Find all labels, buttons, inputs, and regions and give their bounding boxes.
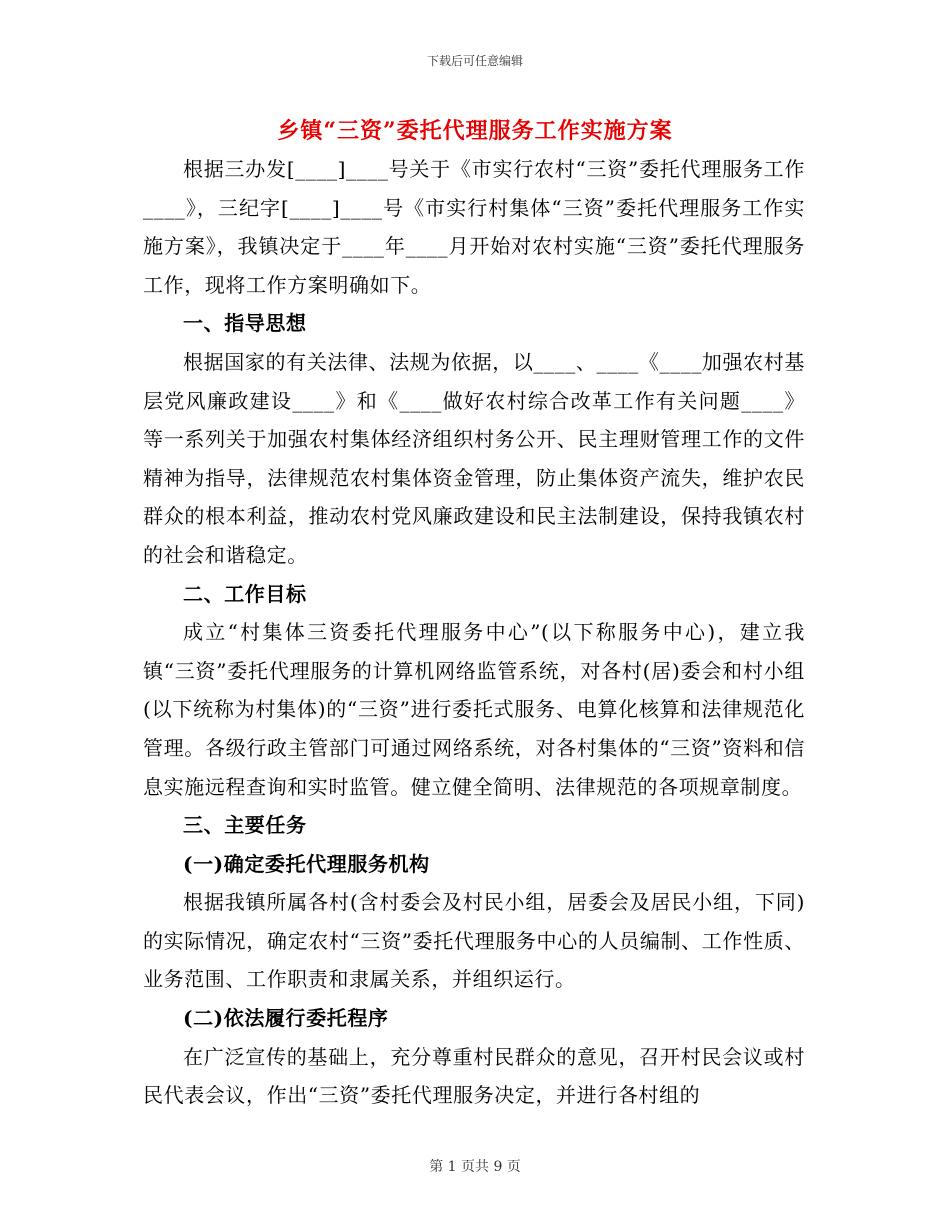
- guiding-ideology-paragraph: 根据国家的有关法律、法规为依据，以____、____《____加强农村基层党风廉政建设____》和《____做好农村综合改革工作有关问题____》等一系列关于加强农村集体经济组织村务公开、民主理财管理工作的文件精神为指导，法律规范农村集体资金管理，防止集体资产流失，维护农民群众的根本利益，推动农村党风廉政建设和民主法制建设，保持我镇农村的社会和谐稳定。: [143, 349, 805, 567]
- document-title: 乡镇“三资”委托代理服务工作实施方案: [277, 118, 673, 144]
- page-footer: 第 1 页共 9 页: [429, 1159, 521, 1175]
- page-header: 下载后可任意编辑: [426, 54, 523, 68]
- intro-paragraph: 根据三办发[____]____号关于《市实行农村“三资”委托代理服务工作____》，三纪字[____]____号《市实行村集体“三资”委托代理服务工作实施方案》，我镇决定于____年____月开始对农村实施“三资”委托代理服务工作，现将工作方案明确如下。: [143, 157, 805, 297]
- service-agency-paragraph: 根据我镇所属各村(含村委会及村民小组，居委会及居民小组，下同)的实际情况，确定农村“三资”委托代理服务中心的人员编制、工作性质、业务范围、工作职责和隶属关系，并组织运行。: [143, 890, 805, 992]
- section-heading-main-tasks: 三、主要任务: [183, 813, 307, 838]
- entrust-procedure-paragraph: 在广泛宣传的基础上，充分尊重村民群众的意见，召开村民会议或村民代表会议，作出“三资”委托代理服务决定，并进行各村组的: [143, 1044, 805, 1108]
- subsection-heading-entrust-procedure: (二)依法履行委托程序: [183, 1006, 389, 1031]
- subsection-heading-service-agency: (一)确定委托代理服务机构: [183, 851, 430, 876]
- work-goals-paragraph: 成立“村集体三资委托代理服务中心”(以下称服务中心)，建立我镇“三资”委托代理服务的计算机网络监管系统，对各村(居)委会和村小组(以下统称为村集体)的“三资”进行委托式服务、电算化核算和法律规范化管理。各级行政主管部门可通过网络系统，对各村集体的“三资”资料和信息实施远程查询和实时监管。健立健全简明、法律规范的各项规章制度。: [143, 620, 805, 799]
- section-heading-guiding-ideology: 一、指导思想: [183, 311, 307, 336]
- section-heading-work-goals: 二、工作目标: [183, 581, 307, 606]
- document-body: [143, 150, 805, 1115]
